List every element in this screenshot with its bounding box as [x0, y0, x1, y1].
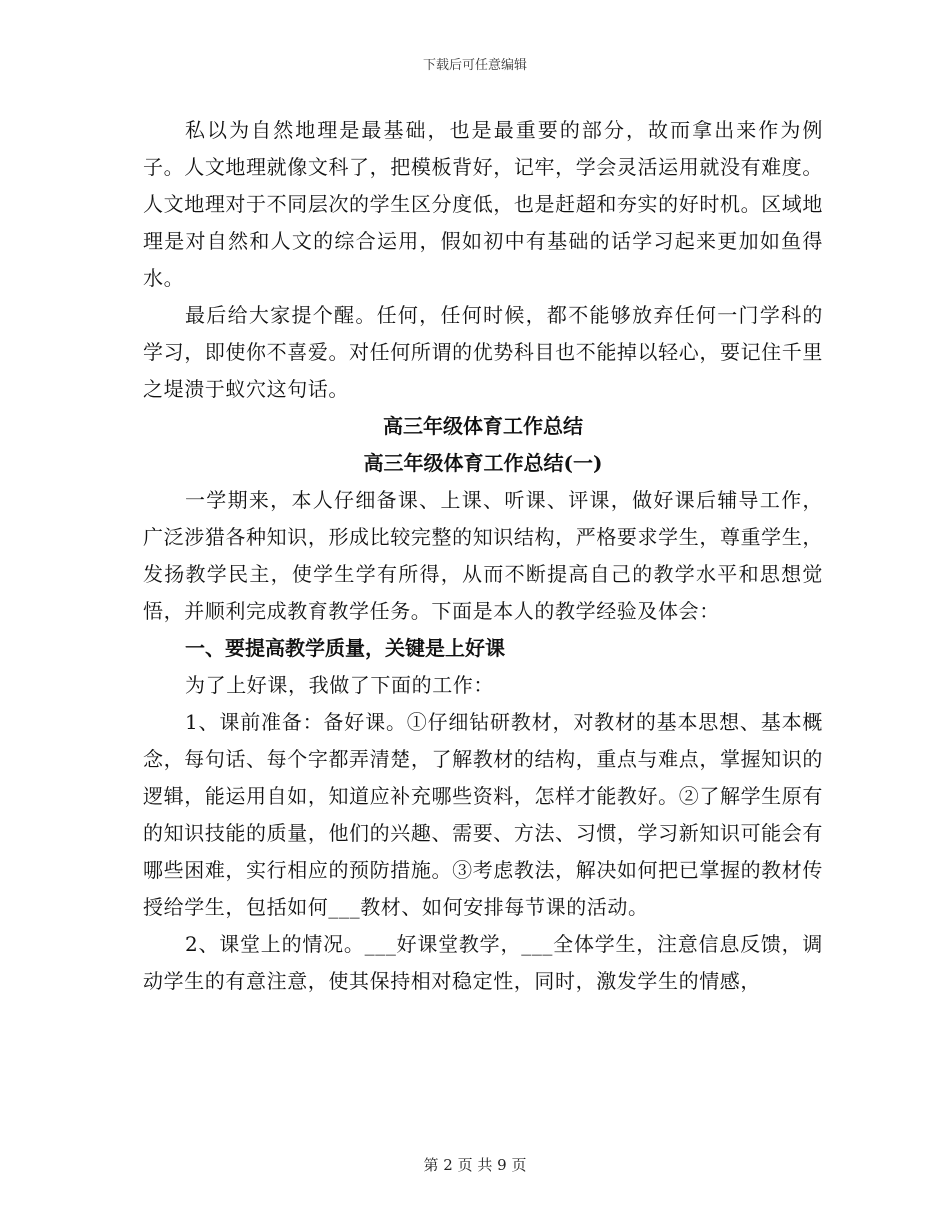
- document-title: 高三年级体育工作总结: [383, 414, 583, 438]
- paragraph-summary: 一学期来，本人仔细备课、上课、听课、评课，做好课后辅导工作，广泛涉猎各种知识，形成比较完整的知识结构，严格要求学生，尊重学生，发扬教学民主，使学生学有所得，从而不断提高自己的教学水平和思想觉悟，并顺利完成教育教学任务。下面是本人的教学经验及体会：: [143, 488, 823, 623]
- list-item-classroom: 2、课堂上的情况。___好课堂教学，___全体学生，注意信息反馈，调动学生的有意注意，使其保持相对稳定性，同时，激发学生的情感，: [143, 932, 823, 993]
- paragraph-geography: 私以为自然地理是最基础，也是最重要的部分，故而拿出来作为例子。人文地理就像文科了，把模板背好，记牢，学会灵活运用就没有难度。人文地理对于不同层次的学生区分度低，也是赶超和夯实的好时机。区域地理是对自然和人文的综合运用，假如初中有基础的话学习起来更加如鱼得水。: [143, 118, 823, 290]
- list-item-preparation: 1、课前准备：备好课。①仔细钻研教材，对教材的基本思想、基本概念，每句话、每个字都弄清楚，了解教材的结构，重点与难点，掌握知识的逻辑，能运用自如，知道应补充哪些资料，怎样才能教好。②了解学生原有的知识技能的质量，他们的兴趣、需要、方法、习惯，学习新知识可能会有哪些困难，实行相应的预防措施。③考虑教法，解决如何把已掌握的教材传授给学生，包括如何___教材、如何安排每节课的活动。: [143, 710, 823, 919]
- paragraph-reminder: 最后给大家提个醒。任何，任何时候，都不能够放弃任何一门学科的学习，即使你不喜爱。对任何所谓的优势科目也不能掉以轻心，要记住千里之堤溃于蚁穴这句话。: [143, 303, 823, 401]
- page-footer: 第 2 页 共 9 页: [423, 1156, 527, 1174]
- page-header: 下载后可任意编辑: [422, 58, 527, 73]
- paragraph-work-intro: 为了上好课，我做了下面的工作：: [185, 673, 494, 697]
- document-subtitle: 高三年级体育工作总结(一): [363, 451, 603, 475]
- section-heading: 一、要提高教学质量，关键是上好课: [185, 636, 505, 660]
- document-body: [143, 112, 823, 1000]
